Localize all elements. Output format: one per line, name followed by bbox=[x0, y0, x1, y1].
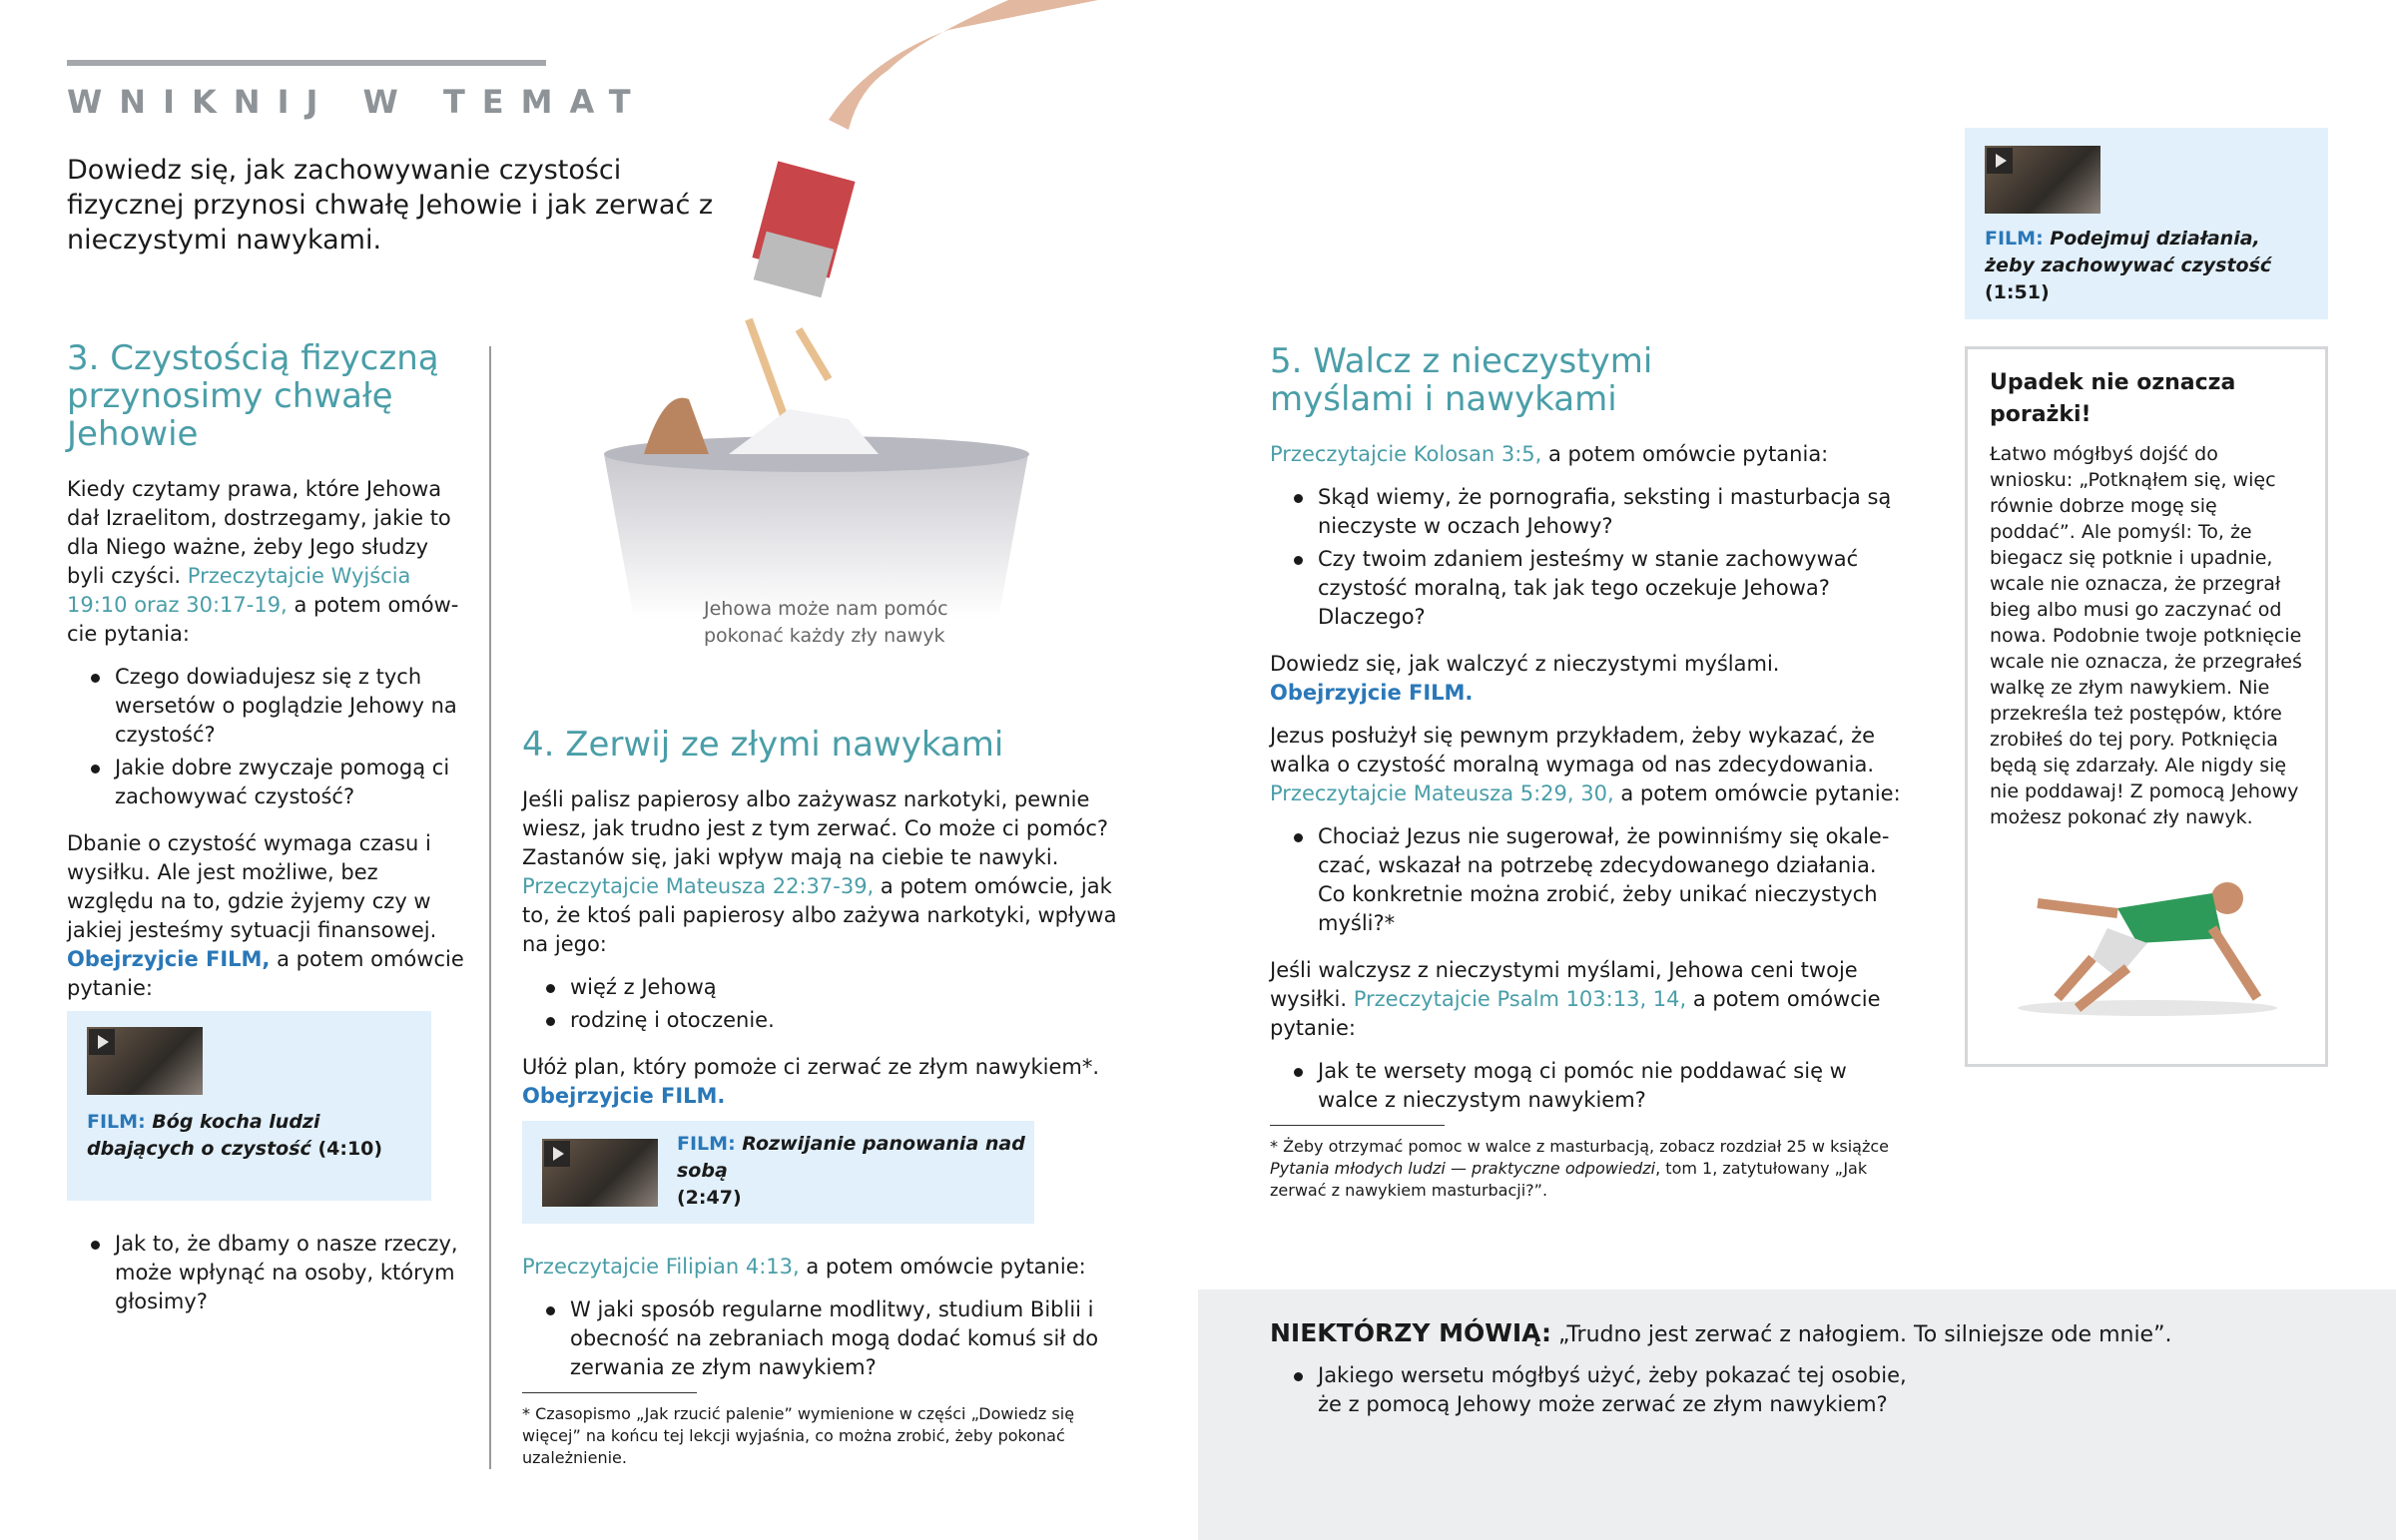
s5-paragraph-2: Dowiedz się, jak walczyć z nieczystymi myślami. Obejrzyjcie FILM. bbox=[1270, 652, 1780, 705]
footnote-rule bbox=[522, 1392, 697, 1393]
play-icon[interactable] bbox=[544, 1141, 570, 1167]
s5-paragraph-4: Jeśli walczysz z nieczystymi myślami, Jehowa ceni twoje wysiłki. Przeczytajcie Psalm 103:13, 14, a potem omówcie pytanie: bbox=[1270, 958, 1881, 1040]
question: Czego dowiadujesz się z tych wersetów o poglądzie Jehowy na czystość? bbox=[67, 663, 466, 750]
section-3 bbox=[67, 339, 466, 1017]
section-5 bbox=[1270, 342, 1909, 1202]
s3-paragraph-2: Dbanie o czystość wymaga czasu i wysiłku. Ale jest możliwe, bez względu na to, gdzie żyjemy czy w jakiej jesteśmy sytuacji finansowej. Obejrzyjcie FILM, a potem omówcie pytanie: bbox=[67, 831, 464, 1000]
s4-paragraph-1: Jeśli palisz papierosy albo zażywasz narkotyki, pewnie wiesz, jak trudno jest z tym zerwać. Co może ci pomóc? Zastanów się, jaki wpływ mają na ciebie te nawyki. Przeczytajcie Mateusza 22:37-39, a potem omówcie, jak to, że ktoś pali papierosy albo zażywa narkotyki, wpływa na jego: bbox=[522, 787, 1117, 956]
film-box-2[interactable] bbox=[522, 1121, 1034, 1224]
video-thumbnail[interactable] bbox=[542, 1139, 658, 1207]
play-icon[interactable] bbox=[89, 1029, 115, 1055]
sidebar-text: Łatwo mógłbyś dojść do wniosku: „Potknąłem się, więc równie dobrze mogę się poddać”. Ale pomyśl: To, że biegacz się potknie i upadnie, wcale nie oznacza, że przegrał bieg albo musi go zaczynać od nowa. Podobnie twoje potknięcie wcale nie oznacza, że przegrałeś walkę ze złym nawykiem. Nie przekreśla też postępów, które zrobiłeś do tej pory. Potknięcia będą się zdarzały. Ale nigdy się nie poddawaj! Z pomocą Jehowy możesz pokonać zły nawyk. bbox=[1990, 443, 2302, 828]
footnote: * Czasopismo „Jak rzucić palenie” wymienione w części „Dowiedz się więcej” na końcu tej lekcji wyjaśnia, co można zrobić, żeby pokonać uzależnienie. bbox=[522, 1404, 1075, 1467]
section-4-title: 4. Zerwij ze złymi nawykami bbox=[522, 725, 1004, 765]
s4-questions bbox=[522, 1295, 1131, 1382]
sidebar-box bbox=[1965, 346, 2328, 1067]
some-say-panel bbox=[1198, 1289, 2396, 1540]
section-4-cont bbox=[522, 1253, 1131, 1469]
scripture-link[interactable]: Przeczytajcie Psalm 103:13, 14, bbox=[1353, 987, 1687, 1011]
section-4 bbox=[522, 726, 1131, 1125]
list-item: więź z Jehową bbox=[522, 973, 1131, 1002]
scripture-link[interactable]: Przeczytajcie Filipian 4:13, bbox=[522, 1255, 800, 1279]
watch-film-link[interactable]: Obejrzyjcie FILM. bbox=[522, 1084, 726, 1108]
s5-paragraph-3: Jezus posłużył się pewnym przykładem, żeby wykazać, że walka o czystość moralną wymaga od nas zdecydowania. Przeczytajcie Mateusza 5:29, 30, a potem omówcie pytanie: bbox=[1270, 724, 1901, 805]
s5-questions bbox=[1270, 483, 1909, 632]
question: Skąd wiemy, że pornografia, seksting i masturbacja są nieczyste w oczach Jehowy? bbox=[1270, 483, 1909, 541]
scripture-link[interactable]: Przeczytajcie Wyjścia 19:10 oraz 30:17-19, bbox=[67, 564, 411, 617]
s5-questions-3 bbox=[1270, 1057, 1909, 1115]
section-label: WNIKNIJ W TEMAT bbox=[67, 83, 648, 121]
section-3-title: 3. Czystością fizyczną przynosimy chwałę Jehowie bbox=[67, 338, 439, 454]
sidebar-title: Upadek nie oznacza porażki! bbox=[1990, 370, 2236, 427]
list-item: rodzinę i otoczenie. bbox=[522, 1006, 1131, 1035]
s5-questions-2 bbox=[1270, 822, 1909, 938]
question: Jak te wersety mogą ci pomóc nie poddawać się w walce z nieczystym nawykiem? bbox=[1270, 1057, 1909, 1115]
s3-paragraph-1: Kiedy czytamy prawa, które Jehowa dał Izraelitom, dostrzegamy, jakie to dla Niego ważne, żeby Jego słudzy byli czyści. Przeczytajcie Wyjścia 19:10 oraz 30:17-19, a potem omówcie pytania: bbox=[67, 477, 459, 646]
intro-text: Dowiedz się, jak zachowywanie czystości fizycznej przynosi chwałę Jehowie i jak zerwać z nieczystymi nawykami. bbox=[67, 155, 714, 256]
s3-question-after bbox=[67, 1230, 466, 1320]
film-caption: FILM: Rozwijanie panowania nad sobą (2:47) bbox=[677, 1133, 1025, 1209]
some-say-questions bbox=[1270, 1361, 1909, 1419]
s4-paragraph-3: Przeczytajcie Filipian 4:13, a potem omówcie pytanie: bbox=[522, 1255, 1086, 1279]
watch-film-link[interactable]: Obejrzyjcie FILM, bbox=[67, 947, 271, 971]
s5-paragraph-1: Przeczytajcie Kolosan 3:5, a potem omówcie pytania: bbox=[1270, 442, 1829, 466]
header-rule bbox=[67, 60, 546, 66]
watch-film-link[interactable]: Obejrzyjcie FILM. bbox=[1270, 681, 1474, 705]
s3-questions bbox=[67, 663, 466, 811]
some-say-quote: NIEKTÓRZY MÓWIĄ: „Trudno jest zerwać z nałogiem. To silniejsze ode mnie”. bbox=[1270, 1318, 2172, 1347]
film-box-1[interactable] bbox=[67, 1011, 431, 1201]
scripture-link[interactable]: Przeczytajcie Mateusza 5:29, 30, bbox=[1270, 781, 1614, 805]
section-5-title: 5. Walcz z nieczystymi myślami i nawykami bbox=[1270, 341, 1653, 419]
play-icon[interactable] bbox=[1987, 148, 2013, 174]
video-thumbnail[interactable] bbox=[87, 1027, 203, 1095]
trash-can-illustration bbox=[589, 0, 1108, 619]
s4-paragraph-2: Ułóż plan, który pomoże ci zerwać ze złym nawykiem*. Obejrzyjcie FILM. bbox=[522, 1055, 1100, 1108]
scripture-link[interactable]: Przeczytajcie Kolosan 3:5, bbox=[1270, 442, 1542, 466]
film-caption: FILM: Podejmuj działania, żeby zachowywać czystość (1:51) bbox=[1985, 228, 2272, 303]
video-thumbnail[interactable] bbox=[1985, 146, 2100, 214]
question: Chociaż Jezus nie sugerował, że powinniśmy się okaleczać, wskazał na potrzebę zdecydowanego działania. Co konkretnie można zrobić, żeby unikać nieczystych myśli?* bbox=[1270, 822, 1909, 938]
scripture-link[interactable]: Przeczytajcie Mateusza 22:37-39, bbox=[522, 874, 875, 898]
film-box-3[interactable] bbox=[1965, 128, 2328, 319]
image-caption: Jehowa może nam pomóc pokonać każdy zły nawyk bbox=[704, 598, 948, 647]
film-caption: FILM: Bóg kocha ludzi dbających o czystość (4:10) bbox=[87, 1111, 383, 1160]
question: Jakie dobre zwyczaje pomogą ci zachowywać czystość? bbox=[67, 754, 466, 811]
question: Czy twoim zdaniem jesteśmy w stanie zachowywać czystość moralną, tak jak tego oczekuje Jehowa? Dlaczego? bbox=[1270, 545, 1909, 632]
question: Jakiego wersetu mógłbyś użyć, żeby pokazać tej osobie, że z pomocą Jehowy może zerwać ze złym nawykiem? bbox=[1270, 1361, 1909, 1419]
question: W jaki sposób regularne modlitwy, studium Biblii i obecność na zebraniach mogą dodać komuś sił do zerwania ze złym nawykiem? bbox=[522, 1295, 1131, 1382]
s4-list bbox=[522, 973, 1131, 1035]
footnote-rule bbox=[1270, 1125, 1445, 1126]
runner-illustration bbox=[1998, 868, 2287, 1018]
question: Jak to, że dbamy o nasze rzeczy, może wpłynąć na osoby, którym głosimy? bbox=[67, 1230, 466, 1316]
footnote: * Żeby otrzymać pomoc w walce z masturbacją, zobacz rozdział 25 w książce Pytania młodych ludzi — praktyczne odpowiedzi, tom 1, zatytułowany „Jak zerwać z nawykiem masturbacji?”. bbox=[1270, 1137, 1889, 1200]
column-divider bbox=[489, 346, 491, 1469]
